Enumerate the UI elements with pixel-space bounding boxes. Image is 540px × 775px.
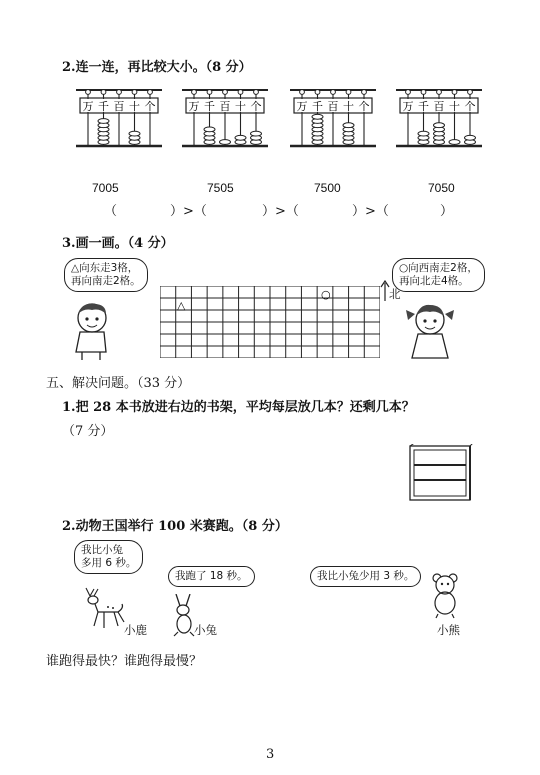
abacus-place-label: 百 [327,100,339,113]
abacus-bead [434,123,445,128]
problem-1-text: 把 28 本书放进右边的书架，平均每层放几本？还剩几本？ [75,400,415,415]
abacus-place-label: 十 [449,100,460,113]
rabbit-speech-bubble: 我跑了 18 秒。 [168,566,255,587]
problem-2-number: 2. [62,519,76,534]
question-3-title [62,232,174,251]
boy-speech-bubble [64,258,148,292]
abacus-place-label: 十 [129,100,140,113]
coordinate-grid[interactable] [160,286,380,358]
section-5-title: 五、解决问题。（33 分） [46,376,191,391]
abacus-place-label: 千 [418,100,429,113]
abacus-bead [312,114,323,119]
abacus-place-label: 十 [343,100,354,113]
abacus-place-label: 个 [358,100,370,113]
page-number: 3 [266,747,275,762]
bear-label: 小熊 [437,623,460,637]
abacus-place-label: 十 [235,100,246,113]
deer-bubble-line-2: 多用 6 秒。 [81,557,137,569]
boy-illustration [66,300,122,362]
abacus-4[interactable] [394,86,482,148]
blank-close: ） [440,204,454,219]
question-2-text: 连一连，再比较大小。（8 分） [75,60,252,75]
number-card-2[interactable]: 7505 [207,181,234,195]
bear-illustration [428,572,462,620]
number-card-1[interactable]: 7005 [92,181,119,195]
abacus-place-label: 万 [402,100,414,113]
question-3-text: 画一画。（4 分） [75,236,174,251]
question-3-number: 3. [62,236,76,251]
abacus-1[interactable] [74,86,162,148]
abacus-bead [343,123,354,128]
abacus-place-label: 万 [82,100,94,113]
abacus-bead [418,131,429,136]
blank-open: （ [104,204,118,219]
abacus-place-label: 百 [433,100,445,113]
problem-1-number: 1. [62,400,76,415]
question-2-number: 2. [62,60,76,75]
abacus-bead [220,140,231,145]
compare-gt-2: ）>（ [262,204,299,219]
abacus-bead [129,131,140,136]
abacus-place-label: 个 [464,100,476,113]
problem-2-text: 动物王国举行 100 米赛跑。（8 分） [75,519,288,534]
abacus-place-label: 百 [219,100,231,113]
abacus-place-label: 百 [113,100,125,113]
problem-1-score: （7 分） [62,424,114,439]
abacus-bead [98,119,109,124]
deer-bubble-line-1: 我比小兔 [81,544,123,556]
abacus-3[interactable] [288,86,376,148]
boy-bubble-line-2: 再向南走2格。 [71,275,141,287]
deer-illustration [82,586,128,634]
abacus-bead [235,135,246,140]
abacus-place-label: 千 [98,100,109,113]
triangle-marker: △ [177,299,186,312]
abacus-place-label: 万 [296,100,308,113]
compare-gt-1: ）>（ [170,204,207,219]
north-label: 北 [389,287,401,301]
girl-illustration [402,300,462,364]
abacus-place-label: 个 [144,100,156,113]
girl-bubble-line-1: ○向西南走2格， [399,262,478,274]
abacus-bead [204,127,215,132]
abacus-place-label: 千 [312,100,323,113]
abacus-bead [465,135,476,140]
abacus-place-label: 千 [204,100,215,113]
abacus-bead [251,131,262,136]
girl-speech-bubble [392,258,485,292]
question-2-title [62,56,252,75]
abacus-2[interactable] [180,86,268,148]
boy-bubble-line-1: △向东走3格， [71,262,139,274]
deer-label: 小鹿 [124,623,147,637]
problem-2 [62,515,288,534]
number-card-4[interactable]: 7050 [428,181,455,195]
abacus-bead [449,140,460,145]
rabbit-label: 小兔 [194,623,217,637]
deer-speech-bubble [74,540,143,574]
final-question: 谁跑得最快？谁跑得最慢？ [46,654,203,669]
abacus-place-label: 万 [188,100,200,113]
abacus-place-label: 个 [250,100,262,113]
problem-1 [62,396,415,415]
bear-speech-bubble: 我比小兔少用 3 秒。 [310,566,421,587]
bookshelf-illustration [408,444,474,504]
number-card-3[interactable]: 7500 [314,181,341,195]
compare-gt-3: ）>（ [352,204,389,219]
circle-marker: ○ [321,288,331,301]
girl-bubble-line-2: 再向北走4格。 [399,275,469,287]
